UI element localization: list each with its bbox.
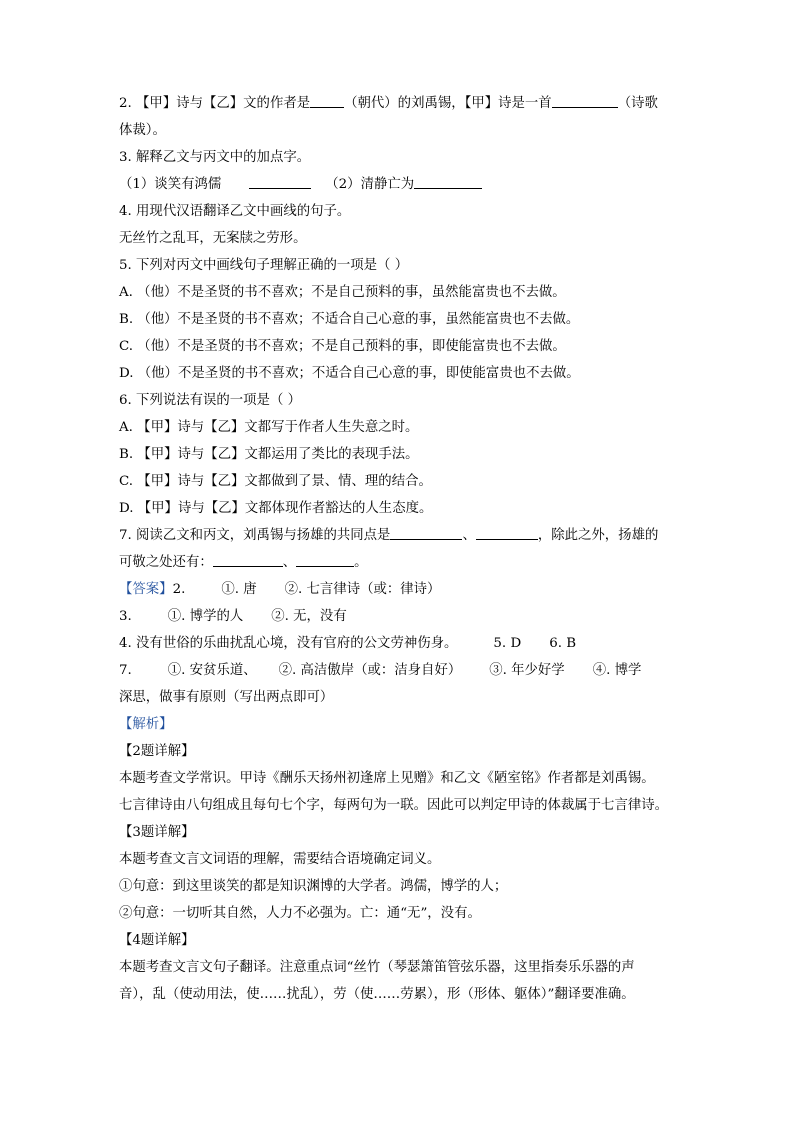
answer-blank bbox=[249, 174, 311, 189]
option-text: D. 【甲】诗与【乙】文都体现作者豁达的人生态度。 bbox=[119, 501, 433, 516]
question-4-sentence-text: 无丝竹之乱耳，无案牍之劳形。 bbox=[119, 231, 307, 246]
document-page bbox=[119, 90, 679, 1008]
section-heading: 【3题详解】 bbox=[119, 825, 195, 840]
question-7-line-1 bbox=[119, 522, 679, 549]
option-text: D. （他）不是圣贤的书不喜欢；不适合自己心意的事，即使能富贵也不去做。 bbox=[119, 366, 580, 381]
answer-number: 7. bbox=[119, 663, 132, 678]
answer-number: 3. bbox=[119, 609, 132, 624]
question-4-title-text: 4. 用现代汉语翻译乙文中画线的句子。 bbox=[119, 204, 351, 219]
paragraph-text: 七言律诗由八句组成且每句七个字，每两句为一联。因此可以判定甲诗的体裁属于七言律诗。 bbox=[119, 798, 669, 813]
answer-item: 5. D bbox=[493, 636, 522, 651]
answer-item: 4. 没有世俗的乐曲扰乱心境，没有官府的公文劳神伤身。 bbox=[119, 636, 458, 651]
answer-item: ①. 安贫乐道、 bbox=[167, 663, 257, 678]
question-3-title bbox=[119, 144, 679, 171]
option-text: B. （他）不是圣贤的书不喜欢；不适合自己心意的事，虽然能富贵也不去做。 bbox=[119, 312, 580, 327]
answer-line-1 bbox=[119, 576, 679, 603]
answer-blank bbox=[414, 174, 482, 189]
answer-blank bbox=[213, 552, 283, 567]
question-4-title bbox=[119, 198, 679, 225]
question-5-title bbox=[119, 252, 679, 279]
question-6-title-text: 6. 下列说法有误的一项是（ ） bbox=[119, 393, 301, 408]
answer-blank bbox=[390, 525, 462, 540]
answer-item: ②. 七言律诗（或：律诗） bbox=[284, 582, 441, 597]
option-text: A. （他）不是圣贤的书不喜欢；不是自己预料的事，虽然能富贵也不去做。 bbox=[119, 285, 566, 300]
question-5-option-d bbox=[119, 360, 679, 387]
paragraph-text: 本题考查文学常识。甲诗《酬乐天扬州初逢席上见赠》和乙文《陋室铭》作者都是刘禹锡。 bbox=[119, 771, 655, 786]
question-7-line-2 bbox=[119, 549, 679, 576]
answer-blank bbox=[310, 93, 344, 108]
answer-item: ①. 唐 bbox=[221, 582, 257, 597]
paragraph-text: ①句意：到这里谈笑的都是知识渊博的大学者。鸿儒，博学的人； bbox=[119, 879, 508, 894]
paragraph-text: 本题考查文言文词语的理解，需要结合语境确定词义。 bbox=[119, 852, 441, 867]
question-5-title-text: 5. 下列对丙文中画线句子理解正确的一项是（ ） bbox=[119, 258, 409, 273]
question-6-option-c bbox=[119, 468, 679, 495]
analysis-tag: 【解析】 bbox=[119, 717, 173, 732]
question-7-text: 7. 阅读乙文和丙文，刘禹锡与扬雄的共同点是 bbox=[119, 528, 391, 543]
section-heading: 【4题详解】 bbox=[119, 933, 195, 948]
question-2-text: 2. 【甲】诗与【乙】文的作者是 bbox=[119, 96, 311, 111]
paragraph-text: 本题考查文言文句子翻译。注意重点词“丝竹（琴瑟箫笛管弦乐器，这里指奏乐乐器的声 bbox=[119, 960, 635, 975]
answer-line-5 bbox=[119, 684, 679, 711]
paragraph-text: 音），乱（使动用法，使……扰乱），劳（使……劳累），形（形体、躯体）”翻译要准确。 bbox=[119, 987, 635, 1002]
question-7-text: ，除此之外，扬雄的 bbox=[537, 528, 659, 543]
answer-blank bbox=[296, 552, 354, 567]
separator: 、 bbox=[462, 528, 476, 543]
question-6-option-a bbox=[119, 414, 679, 441]
question-5-option-c bbox=[119, 333, 679, 360]
answer-line-3 bbox=[119, 630, 679, 657]
answer-item: ②. 高洁傲岸（或：洁身自好） bbox=[278, 663, 462, 678]
question-5-option-b bbox=[119, 306, 679, 333]
answer-item: ②. 无，没有 bbox=[271, 609, 347, 624]
section-2-heading bbox=[119, 738, 679, 765]
question-3-item-1: （1）谈笑有鸿儒 bbox=[119, 177, 222, 192]
question-2-text: 体裁）。 bbox=[119, 123, 166, 138]
period: 。 bbox=[354, 555, 368, 570]
section-4-para bbox=[119, 954, 679, 981]
question-2-line-1 bbox=[119, 90, 679, 117]
question-3-items bbox=[119, 171, 679, 198]
section-2-para bbox=[119, 765, 679, 792]
answer-line-2 bbox=[119, 603, 679, 630]
question-2-text: （朝代）的刘禹锡，【甲】诗是一首 bbox=[344, 96, 552, 111]
section-4-para bbox=[119, 981, 679, 1008]
option-text: C. （他）不是圣贤的书不喜欢；不是自己预料的事，即使能富贵也不去做。 bbox=[119, 339, 566, 354]
section-4-heading bbox=[119, 927, 679, 954]
question-6-title bbox=[119, 387, 679, 414]
answer-item: 深思，做事有原则（写出两点即可） bbox=[119, 690, 334, 705]
section-3-heading bbox=[119, 819, 679, 846]
question-3-title-text: 3. 解释乙文与丙文中的加点字。 bbox=[119, 150, 311, 165]
question-6-option-b bbox=[119, 441, 679, 468]
question-7-text: 可敬之处还有： bbox=[119, 555, 213, 570]
answer-item: ④. 博学 bbox=[592, 663, 642, 678]
section-3-para bbox=[119, 873, 679, 900]
answer-tag: 【答案】 bbox=[119, 582, 173, 597]
answer-item: ③. 年少好学 bbox=[489, 663, 565, 678]
option-text: B. 【甲】诗与【乙】文都运用了类比的表现手法。 bbox=[119, 447, 419, 462]
answer-item: ①. 博学的人 bbox=[167, 609, 244, 624]
section-3-para bbox=[119, 846, 679, 873]
analysis-tag-line bbox=[119, 711, 679, 738]
question-4-sentence bbox=[119, 225, 679, 252]
section-3-para bbox=[119, 900, 679, 927]
question-2-text: （诗歌 bbox=[617, 96, 658, 111]
question-5-option-a bbox=[119, 279, 679, 306]
question-3-item-2: （2）清静亡为 bbox=[325, 177, 415, 192]
separator: 、 bbox=[282, 555, 297, 570]
question-2-line-2 bbox=[119, 117, 679, 144]
section-2-para bbox=[119, 792, 679, 819]
answer-blank bbox=[476, 525, 538, 540]
answer-number: 2. bbox=[172, 582, 186, 597]
option-text: A. 【甲】诗与【乙】文都写于作者人生失意之时。 bbox=[119, 420, 419, 435]
answer-item: 6. B bbox=[549, 636, 577, 651]
option-text: C. 【甲】诗与【乙】文都做到了景、情、理的结合。 bbox=[119, 474, 432, 489]
answer-line-4 bbox=[119, 657, 679, 684]
question-6-option-d bbox=[119, 495, 679, 522]
paragraph-text: ②句意：一切听其自然，人力不必强为。亡：通“无”，没有。 bbox=[119, 906, 481, 921]
answer-blank bbox=[552, 93, 618, 108]
section-heading: 【2题详解】 bbox=[119, 744, 195, 759]
